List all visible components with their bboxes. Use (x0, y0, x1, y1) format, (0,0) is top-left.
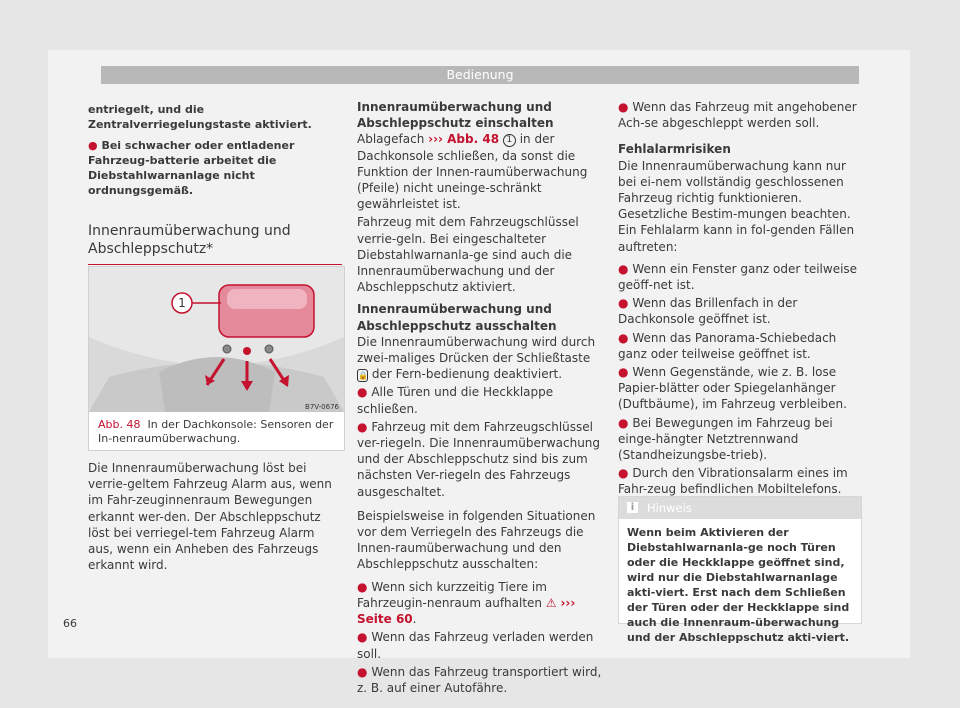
roof-console-illustration (89, 267, 344, 412)
list-item: ● Wenn sich kurzzeitig Tiere im Fahrzeugin-nenraum aufhalten ⚠ ››› Seite 60. (357, 579, 576, 627)
figure-code: B7V-0676 (305, 403, 339, 411)
switch-on-text-a: Ablagefach (357, 132, 425, 147)
bullet-icon: ● (357, 630, 368, 645)
switch-on-text-c: Fahrzeug mit dem Fahrzeugschlüssel verrie-geln. Bei eingeschalteter Diebstahlwarnanla-ge sind auch die Innenraumüberwachung und der Abschleppschutz aktiviert. (357, 215, 579, 295)
figure-caption-text: In der Dachkonsole: Sensoren der In-nenraumüberwachung. (98, 418, 334, 445)
column-middle (357, 99, 603, 698)
list-item (357, 664, 603, 696)
switch-off-text (357, 334, 603, 383)
callout-ref: 1 (503, 134, 516, 147)
bullet-icon: ● (357, 419, 368, 434)
info-icon: i (627, 502, 638, 513)
list-item-text: Wenn das Fahrzeug verladen werden soll. (357, 630, 594, 661)
list-item (618, 364, 864, 413)
bullet-icon: ● (357, 664, 368, 679)
note-header (619, 497, 861, 519)
list-item (618, 465, 864, 497)
switch-off-text-b: der Fern-bedienung deaktiviert. (371, 367, 563, 382)
example-text: Beispielsweise in folgenden Situationen vor dem Verriegeln des Fahrzeugs die Innen-raumüberwachung und den Abschleppschutz ausschalten: (357, 508, 596, 572)
list-item-text: Wenn das Brillenfach in der Dachkonsole geöffnet ist. (618, 296, 798, 327)
list-item (618, 330, 864, 362)
list-item (357, 419, 603, 500)
sensor-left (243, 347, 251, 355)
note-text: Wenn beim Aktivieren der Diebstahlwarnanla-ge noch Türen oder die Heckklappe geöffnet sind, wird nur die Diebstahlwarnanlage akti-viert. Erst nach dem Schließen der Türen oder der Heckklappe sind auch die Innenraum-überwachung und der Abschleppschutz akti-viert. (627, 526, 850, 644)
list-item-text: Wenn Gegenstände, wie z. B. lose Papier-blätter oder Spiegelanhänger (Duftbäume), im Fahrzeug verbleiben. (618, 365, 847, 412)
heading-switch-off: Innenraumüberwachung und Abschleppschutz ausschalten (357, 302, 557, 333)
section-title: Innenraumüberwachung und Abschleppschutz* (88, 222, 342, 265)
risk-text: Die Innenraumüberwachung kann nur bei ei-nem vollständig geschlossenen Fahrzeug richtig funktionieren. Gesetzliche Bestim-mungen beachten. Ein Fehlalarm kann in fol-genden Fällen auftreten: (618, 158, 855, 254)
note-box (618, 496, 862, 644)
running-header: Bedienung (101, 66, 859, 84)
list-item-text: Wenn das Panorama-Schiebedach ganz oder teilweise geöffnet ist. (618, 330, 837, 361)
list-item-text: Bei Bewegungen im Fahrzeug bei einge-hängter Netztrennwand (Standheizungsbe-trieb). (618, 415, 833, 463)
switch-on-text-b: in der Dachkonsole schließen, da sonst die Funktion der Innen-raumüberwachung (Pfeile) nicht uneinge-schränkt gewährleistet ist. (357, 132, 588, 212)
bullet-icon: ● (618, 365, 629, 380)
column-right (618, 99, 864, 500)
warning-icon: ⚠ (545, 595, 557, 610)
bullet-icon: ● (357, 579, 368, 594)
list-item (618, 295, 864, 327)
list-item-text: Alle Türen und die Heckklappe schließen. (357, 385, 554, 416)
column-left-body (88, 460, 342, 579)
intro-bullet (88, 138, 342, 198)
switch-on-text (357, 131, 603, 212)
intro-text: entriegelt, und die Zentralverriegelungstaste aktiviert. (88, 103, 312, 131)
bullet-icon: ● (618, 466, 629, 481)
list-item (357, 384, 603, 416)
callout-number: 1 (178, 296, 186, 310)
column-left (88, 102, 342, 265)
heading-false-alarm: Fehlalarmrisiken (618, 142, 731, 157)
list-item-text: Fahrzeug mit dem Fahrzeugschlüssel ver-riegeln. Die Innenraumüberwachung und der Abschleppschutz sind bis zum nächsten Ver-riegeln des Fahrzeugs ausgeschaltet. (357, 419, 601, 499)
body-text: Die Innenraumüberwachung löst bei verrie-geltem Fahrzeug Alarm aus, wenn im Fahr-zeuginnenraum Bewegungen erkannt wer-den. Der Abschleppschutz löst bei verriegel-tem Fahrzeug Alarm aus, wenn ein Anheben des Fahrzeugs erkannt wird. (88, 461, 332, 573)
list-item (618, 99, 864, 131)
page-reference-link[interactable]: ››› Seite 60 (357, 595, 576, 627)
switch-off-text-a: Die Innenraumüberwachung wird durch zwei-maliges Drücken der Schließtaste (357, 334, 596, 366)
intro-bullet-text: Bei schwacher oder entladener Fahrzeug-batterie arbeitet die Diebstahlwarnanlage nicht ordnungsgemäß. (88, 139, 295, 197)
bullet-icon: ● (618, 415, 629, 430)
bullet-icon: ● (618, 100, 629, 114)
bullet-icon: ● (618, 296, 629, 311)
list-item (357, 629, 603, 661)
note-title: Hinweis (647, 501, 692, 515)
list-item-text: Durch den Vibrationsalarm eines im Fahr-zeug befindlichen Mobiltelefons. (618, 466, 848, 497)
bullet-icon: ● (618, 261, 629, 276)
list-item (618, 415, 864, 464)
heading-switch-on: Innenraumüberwachung und Abschleppschutz einschalten (357, 100, 554, 131)
bullet-icon: ● (357, 385, 368, 400)
lock-key-icon: 🔒 (358, 371, 368, 381)
bullet-icon: ● (88, 139, 98, 152)
list-item (618, 261, 864, 293)
list-item-text: Wenn das Fahrzeug transportiert wird, z. B. auf einer Autofähre. (357, 664, 602, 695)
figure-caption (98, 418, 338, 446)
list-item-text: Wenn das Fahrzeug mit angehobener Ach-se abgeschleppt werden soll. (618, 100, 857, 131)
figure-label: Abb. 48 (98, 418, 141, 431)
list-item-text: Wenn sich kurzzeitig Tiere im Fahrzeugin-nenraum aufhalten (357, 579, 547, 610)
page-number: 66 (63, 617, 77, 630)
figure-reference-link[interactable]: ››› Abb. 48 (428, 132, 500, 147)
bullet-icon: ● (618, 330, 629, 345)
list-item-text: Wenn ein Fenster ganz oder teilweise geöff-net ist. (618, 261, 858, 293)
